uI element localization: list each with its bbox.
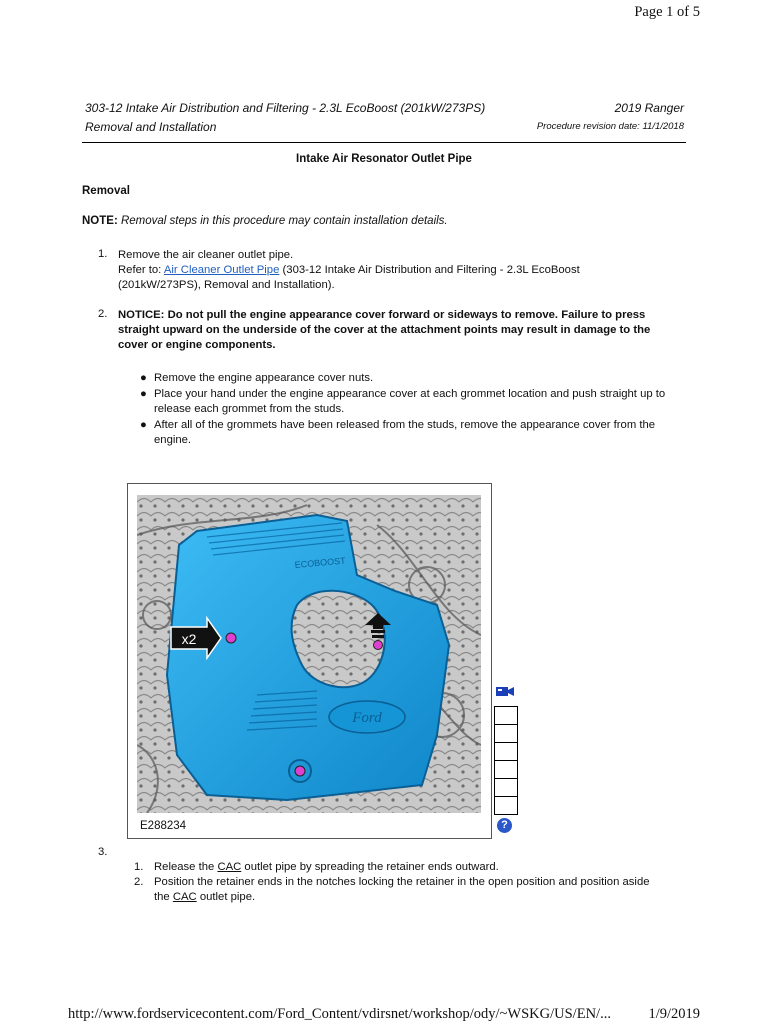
engine-cover-figure: [127, 483, 492, 839]
toolbar-slot[interactable]: [494, 796, 518, 815]
header-vehicle: 2019 Ranger: [614, 101, 684, 115]
step-3-sub-2: Position the retainer ends in the notches locking the retainer in the open position and position aside the CAC outlet pipe.: [154, 876, 650, 903]
header-revision-date: Procedure revision date: 11/1/2018: [536, 121, 684, 132]
toolbar-slot[interactable]: [494, 706, 518, 724]
footer-date: 1/9/2019: [648, 1006, 700, 1022]
toolbar-slot[interactable]: [494, 778, 518, 796]
step-1: [118, 248, 678, 293]
video-camera-icon[interactable]: [494, 684, 516, 699]
step-1-reference-cont: (201kW/273PS), Removal and Installation).: [118, 279, 335, 291]
ford-logo-text: Ford: [352, 710, 382, 726]
toolbar-slot[interactable]: [494, 760, 518, 778]
cac-abbr[interactable]: CAC: [172, 891, 197, 903]
note-text: Removal steps in this procedure may contain installation details.: [120, 215, 448, 227]
toolbar-slot[interactable]: [494, 724, 518, 742]
list-item: ● Place your hand under the engine appearance cover at each grommet location and push straight up to release each grommet from the studs.: [140, 388, 666, 415]
step-3-number: 3.: [98, 846, 108, 858]
header-section-title: 303-12 Intake Air Distribution and Filtering - 2.3L EcoBoost (201kW/273PS): [85, 101, 486, 115]
step-1-refer-prefix: Refer to:: [118, 264, 164, 276]
help-icon[interactable]: ?: [497, 818, 512, 833]
header-divider: [82, 142, 686, 143]
step-1-refer-suffix: (303-12 Intake Air Distribution and Filtering - 2.3L EcoBoost: [279, 264, 580, 276]
list-item: ● After all of the grommets have been released from the studs, remove the appearance cover from the engine.: [140, 419, 656, 446]
cover-stud: [295, 766, 305, 776]
list-item: ● Remove the engine appearance cover nuts.: [140, 372, 374, 384]
step-1-instruction: Remove the air cleaner outlet pipe.: [118, 249, 294, 261]
figure-toolbar: [494, 684, 518, 833]
section-heading: Removal: [82, 185, 130, 197]
figure-id: E288234: [140, 820, 187, 832]
step-3-sub-2-number: 2.: [134, 876, 144, 888]
cover-stud: [374, 641, 383, 650]
engine-cover-illustration: [137, 495, 481, 813]
step-2-bullets: [137, 371, 677, 449]
note: [82, 215, 448, 227]
cover-stud: [226, 633, 236, 643]
footer-url: http://www.fordservicecontent.com/Ford_Content/vdirsnet/workshop/ody/~WSKG/US/EN/...: [68, 1006, 611, 1022]
air-cleaner-outlet-pipe-link[interactable]: Air Cleaner Outlet Pipe: [163, 264, 280, 276]
step-3-sub-1-number: 1.: [134, 861, 144, 873]
step-2-notice: NOTICE: Do not pull the engine appearance cover forward or sideways to remove. Failure to press straight upward on the underside of the cover at the attachment points may result in damage to the cover or engine components.: [118, 309, 651, 351]
ecoboost-logo-text: ECOBOOST: [294, 555, 346, 570]
header-procedure-type: Removal and Installation: [85, 120, 217, 134]
cac-abbr[interactable]: CAC: [217, 861, 242, 873]
step-3-sub-1: Release the CAC outlet pipe by spreading the retainer ends outward.: [154, 861, 499, 873]
callout-label: x2: [181, 631, 197, 647]
step-1-reference: [118, 263, 678, 278]
document-title: Intake Air Resonator Outlet Pipe: [296, 153, 472, 165]
page-number: Page 1 of 5: [634, 4, 700, 20]
step-1-number: 1.: [98, 248, 108, 260]
step-2-number: 2.: [98, 308, 108, 320]
note-label: NOTE:: [82, 215, 118, 227]
toolbar-slot[interactable]: [494, 742, 518, 760]
